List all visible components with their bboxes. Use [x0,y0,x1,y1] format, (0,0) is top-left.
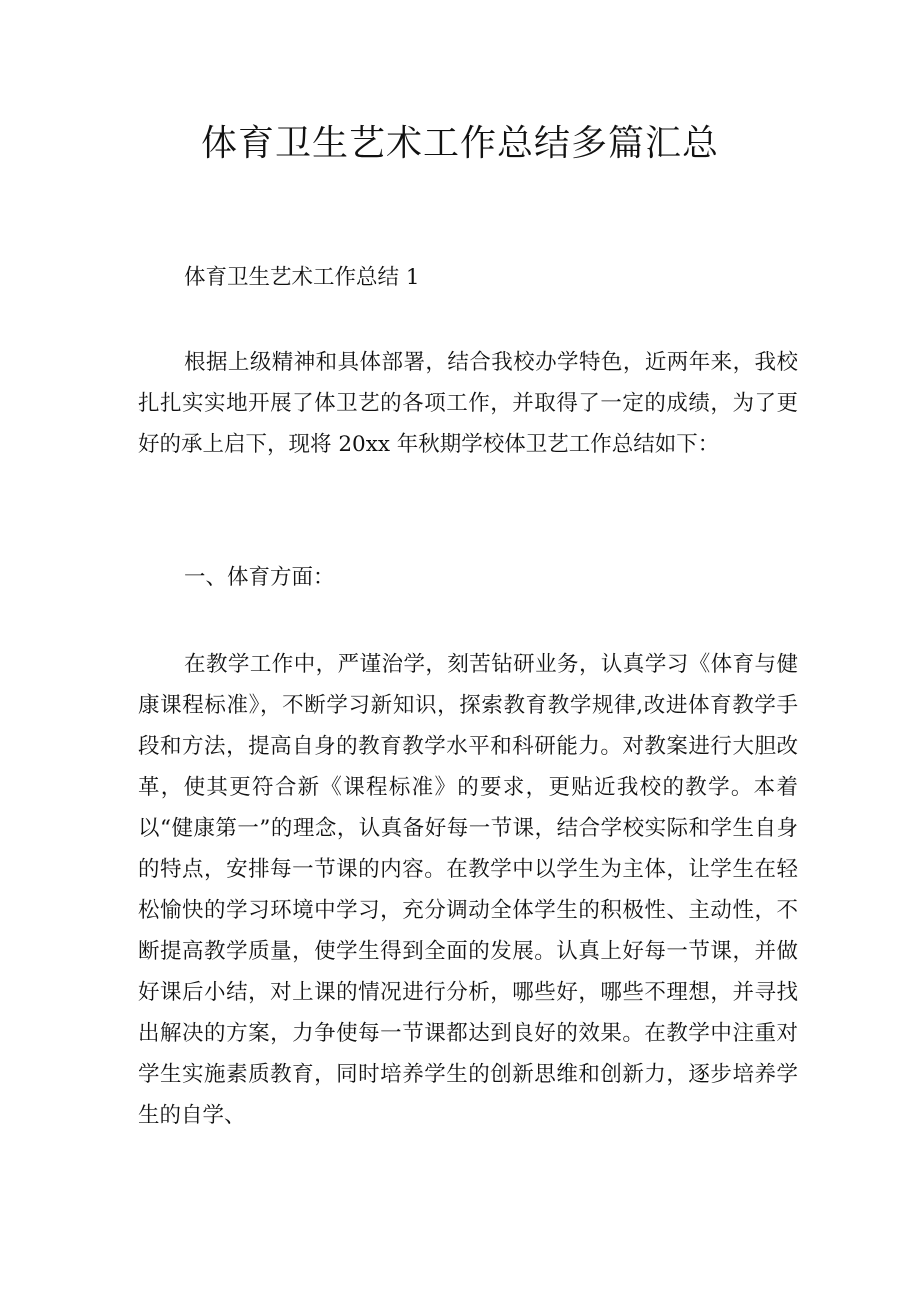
section-heading-sports: 一、体育方面： [184,565,335,590]
body-paragraph-sports: 在教学工作中，严谨治学，刻苦钻研业务，认真学习《体育与健康课程标准》，不断学习新知识，探索教育教学规律,改进体育教学手段和方法，提高自身的教育教学水平和科研能力。对教案进行大胆改革，使其更符合新《课程标准》的要求，更贴近我校的教学。本着以“健康第一”的理念，认真备好每一节课，结合学校实际和学生自身的特点，安排每一节课的内容。在教学中以学生为主体，让学生在轻松愉快的学习环境中学习，充分调动全体学生的积极性、主动性，不断提高教学质量，使学生得到全面的发展。认真上好每一节课，并做好课后小结，对上课的情况进行分析，哪些好，哪些不理想，并寻找出解决的方案，力争使每一节课都达到良好的效果。在教学中注重对学生实施素质教育，同时培养学生的创新思维和创新力，逐步培养学生的自学、 [138,652,798,1128]
document-title: 体育卫生艺术工作总结多篇汇总 [200,123,719,164]
intro-paragraph: 根据上级精神和具体部署，结合我校办学特色，近两年来，我校扎扎实实地开展了体卫艺的各项工作，并取得了一定的成绩，为了更好的承上启下，现将 20xx 年秋期学校体卫艺工作总结如下： [138,350,798,457]
section-subtitle: 体育卫生艺术工作总结 1 [184,265,420,290]
